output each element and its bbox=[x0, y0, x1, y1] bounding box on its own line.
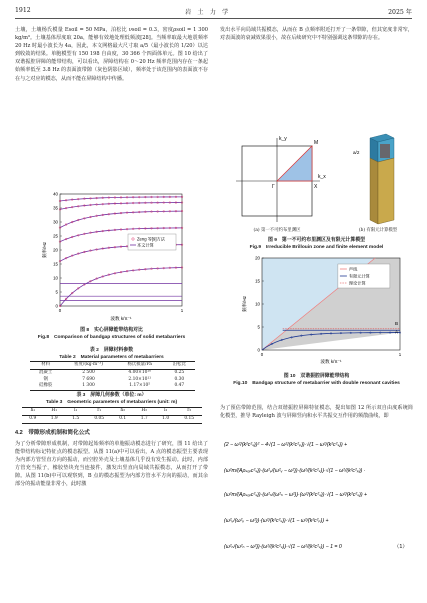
table-cell: 0.9 bbox=[29, 415, 37, 421]
table-cell: 2.10×10¹¹ bbox=[128, 376, 151, 382]
left-paragraph-2: 为了分析带隙形成机制，对带隙起始频率的单胞振动模态进行了研究，图 11 给出了能带结构标记特征点的模态振型。从图 11(a)中可以看出，A 点的模态振型主要表现为内部方管竖直方向的振动，而空腔外壳及土壤基体几乎没有发生振动。此时，内部方管充当振子，橡胶垫块充当连接件，激发出竖直向局域共振模态，从而打开了带隙。从图 11(b)中可以观察到，B 点的模态振型为内部方管水平方向的振动，而其余部分的振动能量非常小，此时激 bbox=[15, 441, 208, 488]
legend-label-computed: 本文计算 bbox=[137, 242, 154, 248]
y-tick-label: 15 bbox=[53, 261, 58, 267]
equation-number: （1） bbox=[394, 544, 408, 550]
table3-caption-cn: 表 3 屏障几何参数（单位: m） bbox=[76, 393, 147, 398]
section-title: 4.2 带隙形成机制和简化公式 bbox=[15, 430, 90, 436]
table-header: h₂ bbox=[112, 408, 133, 416]
x-tick-label: 1 bbox=[180, 308, 184, 313]
y-tick-label: 10 bbox=[255, 301, 260, 307]
table-cell: 0.05 bbox=[94, 415, 105, 421]
series-line-computed bbox=[60, 197, 182, 201]
page-number: 1912 bbox=[15, 7, 31, 14]
x-axis-label: 波数 k/π⁻¹ bbox=[110, 316, 132, 321]
legend-label-fe: 有限元计算 bbox=[348, 273, 370, 279]
table2-caption-cn: 表 2 屏障材料参数 bbox=[89, 348, 134, 353]
point-b-label: B bbox=[395, 321, 399, 327]
gamma-label: Γ bbox=[272, 184, 275, 190]
table-cell: 0.30 bbox=[174, 376, 185, 382]
table-header: H₂ bbox=[133, 408, 154, 416]
left-paragraph-1: 土壤，土壤杨氏模量 Esoil = 50 MPa，泊松比 νsoil = 0.3，密度ρsoil = 1 300 kg/m³。土壤基体厚度取 20a，能够有效地处理低频波[28]。当频率取最大地震频率 20 Hz 时最小波长为 4a，因此，本文网格最大尺寸取 a/5（最小波长的 1/20）以达到收敛的结果。单胞模型有 150 198 自由度，30 366 个四面体单元。图 10 给出了双谐振腔屏障的能带结构，可以看出，屏障结构在 0～20 Hz 频率范围内存在一条起始频率低至 3.8 Hz 的表面波带隙（灰色阴影区域），频率处于该范围内的表面波不存在与之对应的模态，从而不能在屏障结构中传播。 bbox=[15, 27, 208, 82]
table-header: r₂ bbox=[176, 408, 202, 416]
fig9-caption-cn: 图 9 第一不可约布里渊区及有限元计算模型 bbox=[267, 238, 365, 243]
legend-label-zeng: Zeng 等[9]方法 bbox=[137, 236, 165, 242]
y-tick-label: 40 bbox=[53, 191, 58, 197]
irreducible-zone bbox=[277, 146, 312, 181]
table-cell: 1 300 bbox=[82, 383, 95, 389]
table-header: h₁ bbox=[22, 408, 43, 416]
journal-name: 岩 土 力 学 bbox=[185, 9, 229, 16]
table-header: r₁ bbox=[86, 408, 112, 416]
table-header: H₁ bbox=[43, 408, 64, 416]
y-tick-label: 30 bbox=[53, 219, 58, 225]
table-cell: 钢 bbox=[43, 376, 48, 382]
series-line-computed bbox=[60, 211, 182, 227]
fig9-caption bbox=[220, 238, 413, 251]
y-axis-label: 频率/Hz bbox=[42, 241, 47, 259]
fig9a-brillouin-zone bbox=[222, 132, 332, 227]
y-tick-label: 5 bbox=[55, 289, 58, 295]
svg-text:(ω²ᵥ/(ω²ᵥ − ω²))·(ω²/(k²c²ₛ))·: (ω²ᵥ/(ω²ᵥ − ω²))·(ω²/(k²c²ₛ))·√(1 − ω²/(k²c²ₚ)) + bbox=[224, 518, 329, 524]
table-cell: 混凝土 bbox=[39, 369, 53, 375]
table-cell: 0.25 bbox=[174, 369, 185, 375]
table2 bbox=[30, 361, 195, 391]
y-tick-label: 20 bbox=[53, 247, 58, 253]
table-header: l₂ bbox=[155, 408, 176, 416]
table-cell: 0.47 bbox=[174, 383, 185, 389]
fig10-caption-en: Fig.10 Bandgap structure of metabarrier with double resonant cavities bbox=[233, 380, 400, 386]
table2-caption bbox=[15, 348, 208, 361]
x-tick-label: 0 bbox=[260, 352, 264, 357]
x-tick-label: 0 bbox=[58, 308, 62, 313]
y-tick-label: 0 bbox=[257, 347, 260, 353]
x-label: X bbox=[314, 184, 318, 190]
svg-text:(2 − ω²/(k²c²ₛ))² − 4√(1 − ω²/: (2 − ω²/(k²c²ₛ))² − 4√(1 − ω²/(k²c²ₚ))·√(1 − ω²/(k²c²ₛ)) + bbox=[224, 442, 348, 448]
y-tick-label: 35 bbox=[53, 205, 58, 211]
table-header: l₁ bbox=[65, 408, 86, 416]
fig9b-label: (b) 有限元计算模型 bbox=[358, 228, 398, 233]
y-tick-label: 10 bbox=[53, 275, 58, 281]
table-cell: 1.7 bbox=[140, 415, 148, 421]
table-cell: 7 690 bbox=[82, 376, 95, 382]
table-cell: 0.1 bbox=[119, 415, 127, 421]
table-header: 泊松比 bbox=[164, 362, 195, 370]
y-tick-label: 25 bbox=[53, 233, 58, 239]
y-tick-label: 0 bbox=[55, 303, 58, 309]
y-tick-label: 20 bbox=[255, 255, 260, 261]
kx-label: k_x bbox=[318, 174, 326, 180]
m-label: M bbox=[314, 140, 319, 146]
fig8-caption-cn: 图 8 实心屏障能带结构对比 bbox=[80, 328, 143, 333]
y-tick-label: 5 bbox=[257, 324, 260, 330]
fig8-chart bbox=[40, 188, 190, 324]
table-row bbox=[30, 383, 195, 390]
equation-1 bbox=[222, 432, 416, 582]
svg-text:(ω²m/(Aρₛₒᵢₗc²ₛ))·(ω²ₕ/(ω²ₕ −: (ω²m/(Aρₛₒᵢₗc²ₛ))·(ω²ₕ/(ω²ₕ − ω²))·(ω²/(k²c²ₛ))·√(1 − ω²/(k²c²ₛ)) + bbox=[224, 492, 368, 498]
ky-label: k_y bbox=[279, 136, 287, 142]
fig10-caption-cn: 图 10 双谐振腔屏障能带结构 bbox=[283, 374, 350, 379]
point-a-label: A bbox=[395, 329, 399, 335]
y-axis-label: 频率/Hz bbox=[242, 295, 247, 313]
table2-caption-en: Table 2 Material parameters of metabarriers bbox=[59, 354, 164, 360]
table-header: 密度/(kg·m⁻³) bbox=[61, 362, 115, 370]
table-row bbox=[30, 377, 195, 384]
table-row bbox=[30, 369, 195, 376]
table-cell: 1.0 bbox=[162, 415, 170, 421]
legend-label-sound: 声线 bbox=[348, 266, 358, 272]
svg-text:(ω²m/(Aρₛₒᵢₗc²ₛ))·(ω²ᵥ/(ω²ᵥ −: (ω²m/(Aρₛₒᵢₗc²ₛ))·(ω²ᵥ/(ω²ᵥ − ω²))·(ω²/(k²c²ₛ))·√(1 − ω²/(k²c²ₚ)) · bbox=[224, 468, 366, 474]
right-paragraph-2: 为了预估带隙范围，结合双谐振腔屏障特征模态，提出如图 12 所示双自由度系统简化模型，推导 Rayleigh 波与屏障竖向和水平共振交互作用的频散曲线，即 bbox=[220, 405, 413, 420]
fig10-chart bbox=[240, 254, 410, 372]
y-tick-label: 15 bbox=[255, 278, 260, 284]
year: 2025 年 bbox=[388, 9, 412, 16]
table-cell: 1.17×10⁵ bbox=[129, 383, 151, 389]
fig8-caption bbox=[15, 328, 208, 341]
table-cell: 1.5 bbox=[72, 415, 80, 421]
table-header: 材料 bbox=[30, 362, 61, 370]
table3-caption bbox=[15, 393, 208, 406]
table-cell: 2 500 bbox=[82, 369, 95, 375]
table-cell: 0.15 bbox=[184, 415, 195, 421]
x-axis-label: 波数 k/π⁻¹ bbox=[320, 359, 342, 364]
right-paragraph-1: 发出水平向局域共振模态，从而在 B 点频率附近打开了一条带隙，但其宽度非常窄，对表面波的衰减效果很小，故在后续研究中不特别强调这条带隙的存在。 bbox=[220, 27, 413, 42]
table3 bbox=[22, 407, 202, 424]
fig9a-label: (a) 第一不可约布里渊区 bbox=[253, 228, 301, 233]
svg-text:(ω²ₕ/(ω²ₕ − ω²))·(ω²/(k²c²ₛ))·: (ω²ₕ/(ω²ₕ − ω²))·(ω²/(k²c²ₛ))·√(1 − ω²/(k²c²ₛ)) − 1 = 0 bbox=[224, 544, 342, 550]
table-header: 杨氏模量/Pa bbox=[116, 362, 164, 370]
page-header bbox=[15, 6, 412, 19]
legend-label-theory: 理论计算 bbox=[348, 280, 366, 286]
fig9b-fe-model bbox=[350, 132, 410, 230]
dim-label: a/2 bbox=[353, 150, 360, 155]
fig8-caption-en: Fig.8 Comparison of bandgap structures of solid metabarriers bbox=[37, 334, 186, 340]
table-cell: 4.00×10¹⁰ bbox=[128, 369, 151, 375]
table-cell: 1.9 bbox=[50, 415, 58, 421]
fig9-caption-en: Fig.9 Irreducible Brillouin zone and finite element model bbox=[249, 244, 384, 250]
table3-caption-en: Table 3 Geometric parameters of metabarriers (unit: m) bbox=[45, 399, 178, 405]
fig10-caption bbox=[220, 374, 413, 387]
table-cell: 硅橡胶 bbox=[39, 383, 53, 389]
x-tick-label: 1 bbox=[398, 352, 402, 357]
